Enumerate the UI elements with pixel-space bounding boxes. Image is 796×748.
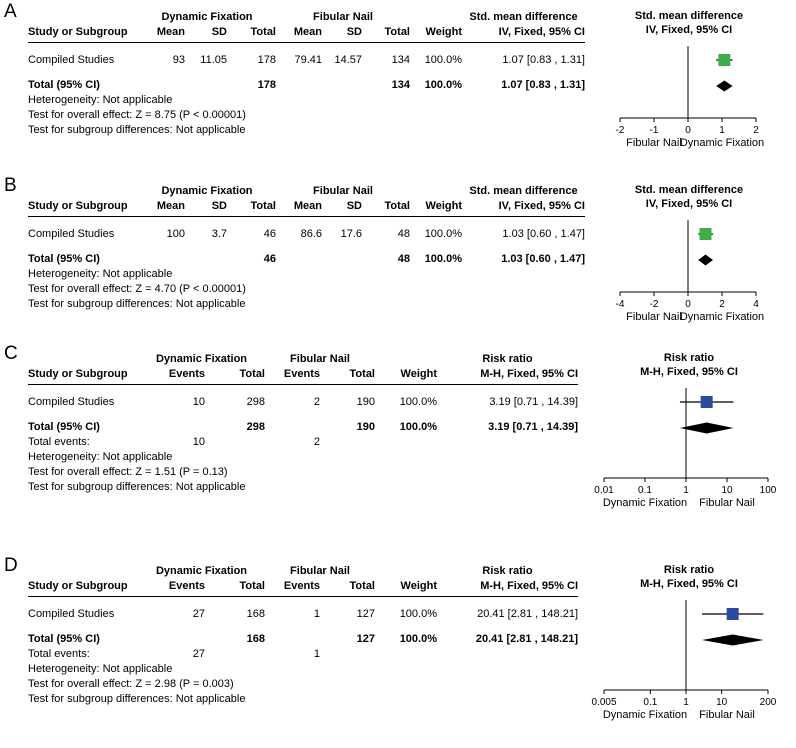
total-row (28, 253, 585, 266)
total-row (28, 633, 578, 646)
study-name: Compiled Studies (28, 396, 115, 408)
col-mean2-header: Mean (293, 26, 322, 38)
subgroup-note: Test for subgroup differences: Not applicable (28, 298, 246, 310)
group-header-fibular-nail: Fibular Nail (313, 185, 373, 197)
ci-value: 1.07 [0.83 , 1.31] (502, 54, 585, 66)
axis-tick-label: -1 (649, 125, 659, 136)
plot-method-header: IV, Fixed, 95% CI (645, 198, 733, 210)
forest-plot-c (584, 384, 794, 514)
group-header-fibular-nail: Fibular Nail (313, 11, 373, 23)
total-row (28, 421, 578, 434)
axis-tick-label: 0.1 (638, 485, 652, 496)
axis-tick-label: 1 (719, 125, 725, 136)
col-total1-header: Total (250, 200, 276, 212)
axis-tick-label: 10 (716, 697, 728, 708)
axis-left-label: Dynamic Fixation (602, 497, 688, 509)
plot-header (584, 9, 794, 37)
col-weight-header: Weight (400, 368, 437, 380)
effect-measure-header: Risk ratio (482, 353, 533, 365)
mean2-value: 86.6 (300, 228, 322, 240)
axis-tick-label: 10 (721, 485, 733, 496)
panel-d-table (28, 562, 578, 706)
col-mean1-header: Mean (156, 200, 185, 212)
study-name: Compiled Studies (28, 54, 115, 66)
plot-effect-header: Std. mean difference (634, 184, 744, 196)
total-weight: 100.0% (424, 79, 462, 91)
subgroup-note: Test for subgroup differences: Not applicable (28, 481, 246, 493)
col-total1-header: Total (239, 580, 265, 592)
col-total2-header: Total (349, 368, 375, 380)
total-weight: 100.0% (399, 421, 437, 433)
study-effect-square (700, 228, 712, 240)
mean1-value: 93 (172, 54, 185, 66)
col-ci-header: IV, Fixed, 95% CI (498, 26, 585, 38)
total2-value: 48 (397, 228, 410, 240)
forest-plot-b (584, 216, 794, 328)
group-header-fibular-nail: Fibular Nail (290, 565, 350, 577)
total-row (28, 79, 585, 92)
total-n-nail: 134 (391, 79, 410, 91)
header-rule (28, 216, 585, 217)
total-n-dynamic: 46 (263, 253, 276, 265)
panel-a (0, 2, 796, 176)
plot-method-header: IV, Fixed, 95% CI (645, 24, 733, 36)
group-header-dynamic-fixation: Dynamic Fixation (161, 185, 253, 197)
axis-tick-label: 200 (759, 697, 777, 708)
group-header-row (28, 8, 585, 24)
study-row (28, 54, 585, 67)
total-ci: 3.19 [0.71 , 14.39] (488, 421, 578, 433)
study-row (28, 228, 585, 241)
column-header-row (28, 24, 585, 39)
forest-plot-canvas (584, 596, 794, 726)
axis-right-label: Dynamic Fixation (679, 137, 765, 149)
study-row (28, 396, 578, 409)
study-effect-square (718, 54, 730, 66)
col-ci-header: IV, Fixed, 95% CI (498, 200, 585, 212)
col-ci-header: M-H, Fixed, 95% CI (480, 368, 578, 380)
panel-c-table (28, 350, 578, 494)
total1-value: 46 (263, 228, 276, 240)
col-events2-header: Events (283, 368, 320, 380)
panel-c (0, 344, 796, 556)
study-row (28, 608, 578, 621)
panel-a-table (28, 8, 585, 137)
ci-value: 1.03 [0.60 , 1.47] (502, 228, 585, 240)
col-sd1-header: SD (211, 200, 227, 212)
axis-right-label: Dynamic Fixation (679, 311, 765, 323)
heterogeneity-note: Heterogeneity: Not applicable (28, 663, 173, 675)
events2-value: 1 (313, 608, 320, 620)
total-label: Total (95% CI) (28, 79, 100, 91)
axis-tick-label: 0.005 (591, 697, 617, 708)
col-weight-header: Weight (425, 200, 462, 212)
group-header-dynamic-fixation: Dynamic Fixation (155, 565, 248, 577)
col-weight-header: Weight (400, 580, 437, 592)
col-sd1-header: SD (211, 26, 227, 38)
axis-right-label: Fibular Nail (699, 497, 755, 509)
total-label: Total (95% CI) (28, 421, 100, 433)
col-total2-header: Total (384, 200, 410, 212)
col-study-header: Study or Subgroup (28, 580, 128, 592)
col-events2-header: Events (283, 580, 320, 592)
study-effect-square (701, 396, 713, 408)
group-header-row (28, 562, 578, 578)
group-header-row (28, 182, 585, 198)
col-study-header: Study or Subgroup (28, 26, 128, 38)
axis-tick-label: 0.01 (594, 485, 614, 496)
total-events-row (28, 436, 578, 449)
heterogeneity-note: Heterogeneity: Not applicable (28, 451, 173, 463)
col-mean2-header: Mean (293, 200, 322, 212)
col-mean1-header: Mean (156, 26, 185, 38)
subgroup-note: Test for subgroup differences: Not applicable (28, 693, 246, 705)
effect-measure-header: Std. mean difference (469, 185, 578, 197)
plot-header (584, 351, 794, 379)
overall-effect-note: Test for overall effect: Z = 1.51 (P = 0.13) (28, 466, 228, 478)
axis-tick-label: 0 (685, 299, 691, 310)
total-n-nail: 190 (356, 421, 375, 433)
plot-effect-header: Std. mean difference (634, 10, 744, 22)
header-rule (28, 596, 578, 597)
total1-value: 178 (257, 54, 276, 66)
heterogeneity-note: Heterogeneity: Not applicable (28, 94, 173, 106)
total-diamond (698, 255, 713, 266)
axis-tick-label: -2 (615, 125, 625, 136)
events1-value: 10 (192, 396, 205, 408)
axis-left-label: Fibular Nail (626, 137, 682, 149)
column-header-row (28, 578, 578, 593)
total-ci: 1.03 [0.60 , 1.47] (501, 253, 585, 265)
total2-value: 190 (356, 396, 375, 408)
events1-value: 27 (192, 608, 205, 620)
total-n-dynamic: 178 (257, 79, 276, 91)
total-ci: 20.41 [2.81 , 148.21] (475, 633, 578, 645)
col-total1-header: Total (250, 26, 276, 38)
total-events-label: Total events: (28, 648, 90, 660)
weight-value: 100.0% (424, 228, 462, 240)
total-diamond (680, 423, 734, 434)
total-n-dynamic: 298 (246, 421, 265, 433)
total-events-nail: 1 (313, 648, 320, 660)
axis-tick-label: 4 (753, 299, 759, 310)
total1-value: 298 (246, 396, 265, 408)
sd1-value: 11.05 (200, 54, 227, 66)
total-events-label: Total events: (28, 436, 90, 448)
axis-tick-label: 100 (759, 485, 777, 496)
subgroup-note: Test for subgroup differences: Not applicable (28, 124, 246, 136)
ci-value: 3.19 [0.71 , 14.39] (489, 396, 578, 408)
col-total2-header: Total (349, 580, 375, 592)
axis-right-label: Fibular Nail (699, 709, 755, 721)
total-events-row (28, 648, 578, 661)
total-n-nail: 127 (356, 633, 375, 645)
total1-value: 168 (246, 608, 265, 620)
axis-tick-label: -2 (649, 299, 659, 310)
column-header-row (28, 198, 585, 213)
total-weight: 100.0% (424, 253, 462, 265)
weight-value: 100.0% (399, 396, 437, 408)
col-ci-header: M-H, Fixed, 95% CI (480, 580, 578, 592)
panel-d (0, 556, 796, 748)
events2-value: 2 (313, 396, 320, 408)
forest-plot-canvas (584, 42, 794, 154)
sd2-value: 17.6 (340, 228, 362, 240)
total-label: Total (95% CI) (28, 253, 100, 265)
study-name: Compiled Studies (28, 228, 115, 240)
total-events-dynamic: 27 (192, 648, 205, 660)
sd2-value: 14.57 (334, 54, 362, 66)
col-study-header: Study or Subgroup (28, 368, 128, 380)
forest-plot-d (584, 596, 794, 726)
forest-plot-canvas (584, 216, 794, 328)
total-diamond (716, 81, 732, 92)
total-ci: 1.07 [0.83 , 1.31] (501, 79, 585, 91)
axis-left-label: Dynamic Fixation (602, 709, 688, 721)
weight-value: 100.0% (424, 54, 462, 66)
plot-header (584, 183, 794, 211)
effect-measure-header: Risk ratio (482, 565, 533, 577)
heterogeneity-note: Heterogeneity: Not applicable (28, 268, 173, 280)
plot-effect-header: Risk ratio (663, 352, 715, 364)
axis-tick-label: 0 (685, 125, 691, 136)
axis-left-label: Fibular Nail (626, 311, 682, 323)
plot-effect-header: Risk ratio (663, 564, 715, 576)
panel-a-letter: A (4, 1, 17, 22)
panel-b-table (28, 182, 585, 311)
total-label: Total (95% CI) (28, 633, 100, 645)
header-rule (28, 42, 585, 43)
mean2-value: 79.41 (294, 54, 322, 66)
total-events-nail: 2 (313, 436, 320, 448)
total-events-dynamic: 10 (192, 436, 205, 448)
total-diamond (702, 635, 763, 646)
col-total1-header: Total (239, 368, 265, 380)
plot-method-header: M-H, Fixed, 95% CI (640, 366, 738, 378)
overall-effect-note: Test for overall effect: Z = 8.75 (P < 0.00001) (28, 109, 246, 121)
axis-tick-label: 1 (683, 697, 689, 708)
effect-measure-header: Std. mean difference (469, 11, 578, 23)
header-rule (28, 384, 578, 385)
study-name: Compiled Studies (28, 608, 115, 620)
sd1-value: 3.7 (211, 228, 227, 240)
group-header-dynamic-fixation: Dynamic Fixation (161, 11, 253, 23)
panel-d-letter: D (4, 555, 18, 576)
panel-c-letter: C (4, 343, 18, 364)
weight-value: 100.0% (399, 608, 437, 620)
panel-b-letter: B (4, 175, 17, 196)
col-total2-header: Total (384, 26, 410, 38)
plot-method-header: M-H, Fixed, 95% CI (640, 578, 738, 590)
overall-effect-note: Test for overall effect: Z = 4.70 (P < 0.00001) (28, 283, 246, 295)
column-header-row (28, 366, 578, 381)
panel-b (0, 176, 796, 344)
total-n-dynamic: 168 (246, 633, 265, 645)
col-study-header: Study or Subgroup (28, 200, 128, 212)
total-n-nail: 48 (397, 253, 410, 265)
group-header-dynamic-fixation: Dynamic Fixation (155, 353, 248, 365)
plot-header (584, 563, 794, 591)
col-weight-header: Weight (425, 26, 462, 38)
axis-tick-label: -4 (615, 299, 625, 310)
forest-plot-canvas (584, 384, 794, 514)
group-header-row (28, 350, 578, 366)
group-header-fibular-nail: Fibular Nail (290, 353, 350, 365)
ci-value: 20.41 [2.81 , 148.21] (477, 608, 578, 620)
axis-tick-label: 1 (683, 485, 689, 496)
axis-tick-label: 2 (753, 125, 759, 136)
mean1-value: 100 (166, 228, 185, 240)
col-events1-header: Events (168, 368, 205, 380)
overall-effect-note: Test for overall effect: Z = 2.98 (P = 0.003) (28, 678, 234, 690)
study-effect-square (727, 608, 739, 620)
total2-value: 134 (391, 54, 410, 66)
axis-tick-label: 2 (719, 299, 725, 310)
col-sd2-header: SD (346, 26, 362, 38)
col-events1-header: Events (168, 580, 205, 592)
forest-plot-a (584, 42, 794, 154)
axis-tick-label: 0.1 (643, 697, 658, 708)
total-weight: 100.0% (399, 633, 437, 645)
total2-value: 127 (356, 608, 375, 620)
col-sd2-header: SD (346, 200, 362, 212)
